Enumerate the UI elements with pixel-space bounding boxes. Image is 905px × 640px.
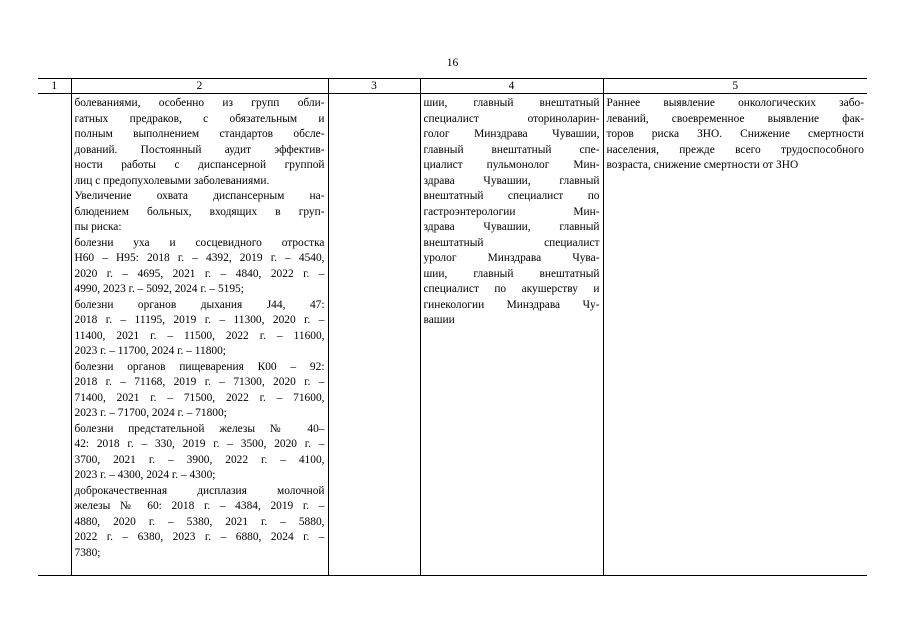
column-header-3: 3	[328, 79, 420, 94]
text-line: болезни органов пищеварения К00 – 92:	[74, 360, 325, 373]
text-line: 7380;	[74, 546, 101, 559]
cell-col-2-measures	[71, 94, 328, 576]
text-line: железы № 60: 2018 г. – 4384, 2019 г. –	[74, 500, 325, 512]
text-line: болезни уха и сосцевидного отростка	[74, 236, 325, 249]
text-line: ности работы с диспансерной группой	[74, 159, 325, 171]
column-header-1: 1	[38, 79, 71, 94]
text-line: здрава Чувашии, главный	[423, 174, 600, 187]
text-line: леваний, своевременное выявление фак-	[606, 112, 864, 125]
text-line: внештатный специалист	[423, 236, 600, 249]
text-line: гинекологии Минздрава Чу-	[423, 298, 600, 311]
text-line: возраста, снижение смертности от ЗНО	[606, 159, 799, 171]
text-line: 42: 2018 г. – 330, 2019 г. – 3500, 2020 г. –	[74, 438, 325, 450]
text-line: 11400, 2021 г. – 11500, 2022 г. – 11600,	[74, 329, 325, 342]
text-line: гатных предраков, с обязательным и	[74, 112, 325, 125]
text-line: Н60 – Н95: 2018 г. – 4392, 2019 г. – 4540,	[74, 252, 325, 264]
text-line: болезни предстательной железы № 40–	[74, 422, 325, 435]
text-line: голог Минздрава Чувашии,	[423, 128, 600, 140]
column-header-5: 5	[603, 79, 867, 94]
text-line: лиц с предопухолевыми заболеваниями.	[74, 174, 270, 187]
text-line: вашии	[423, 314, 455, 326]
text-line: доброкачественная дисплазия молочной	[74, 484, 325, 497]
text-line: блюдением больных, входящих в груп-	[74, 205, 325, 218]
text-line: 2018 г. – 71168, 2019 г. – 71300, 2020 г. –	[74, 376, 325, 388]
responsible-text	[424, 96, 600, 329]
text-line: 4990, 2023 г. – 5092, 2024 г. – 5195;	[74, 283, 244, 295]
text-line: главный внештатный спе-	[423, 143, 600, 156]
text-line: 2022 г. – 6380, 2023 г. – 6880, 2024 г. –	[74, 531, 325, 543]
text-line: дований. Постоянный аудит эффектив-	[74, 143, 325, 156]
text-line: пы риска:	[74, 221, 122, 233]
text-line: болезни органов дыхания J44, 47:	[74, 298, 325, 311]
text-line: 4880, 2020 г. – 5380, 2021 г. – 5880,	[74, 515, 325, 528]
header-row	[38, 79, 867, 94]
cell-col-4-responsible	[420, 94, 603, 576]
results-text	[607, 96, 865, 174]
text-line: шии, главный внештатный	[423, 267, 600, 280]
text-line: торов риска ЗНО. Снижение смертности	[606, 128, 864, 140]
text-line: шии, главный внештатный	[423, 97, 600, 109]
cell-col-3	[328, 94, 420, 576]
text-line: внештатный специалист по	[423, 190, 600, 202]
text-line: специалист оториноларин-	[423, 112, 600, 125]
text-line: 2018 г. – 11195, 2019 г. – 11300, 2020 г. –	[74, 314, 325, 326]
text-line: 2023 г. – 4300, 2024 г. – 4300;	[74, 469, 216, 481]
text-line: специалист по акушерству и	[423, 283, 600, 295]
text-line: Раннее выявление онкологических забо-	[606, 97, 864, 109]
text-line: 3700, 2021 г. – 3900, 2022 г. – 4100,	[74, 453, 325, 466]
column-header-2: 2	[71, 79, 328, 94]
text-line: 2020 г. – 4695, 2021 г. – 4840, 2022 г. –	[74, 267, 325, 280]
text-line: уролог Минздрава Чува-	[423, 252, 600, 264]
text-line: населения, прежде всего трудоспособного	[606, 143, 864, 156]
text-line: 71400, 2021 г. – 71500, 2022 г. – 71600,	[74, 391, 325, 404]
text-line: гастроэнтерологии Мин-	[423, 205, 600, 218]
cell-col-1	[38, 94, 71, 576]
text-line: Увеличение охвата диспансерным на-	[74, 190, 325, 202]
text-line: болеваниями, особенно из групп обли-	[74, 97, 325, 109]
text-line: циалист пульмонолог Мин-	[423, 159, 600, 171]
text-line: 2023 г. – 11700, 2024 г. – 11800;	[74, 345, 226, 357]
column-header-4: 4	[420, 79, 603, 94]
cell-col-5-results	[603, 94, 867, 576]
page-number: 16	[446, 57, 459, 69]
text-line: полным выполнением стандартов обсле-	[74, 128, 325, 140]
plan-table	[38, 78, 867, 576]
text-line: 2023 г. – 71700, 2024 г. – 71800;	[74, 407, 227, 419]
text-line: здрава Чувашии, главный	[423, 221, 600, 233]
measures-text	[75, 96, 325, 561]
table-row	[38, 94, 867, 576]
